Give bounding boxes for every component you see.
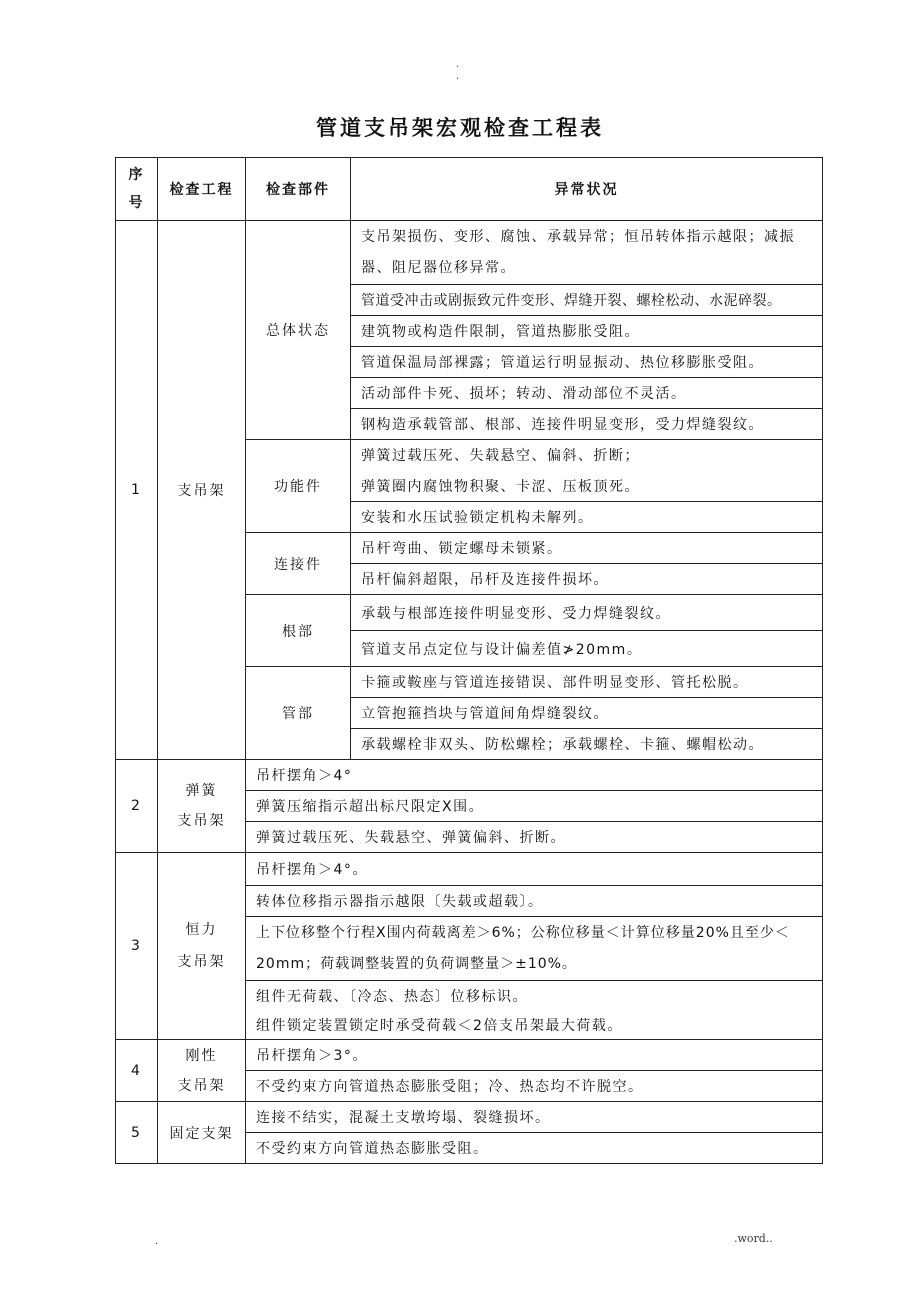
condition-cell: 建筑物或构造件限制，管道热膨胀受阻。 — [351, 316, 823, 347]
col-header-item: 检查工程 — [158, 158, 246, 221]
condition-cell: 管道保温局部裸露；管道运行明显振动、热位移膨胀受阻。 — [351, 347, 823, 378]
item-cell — [158, 853, 246, 1040]
condition-cell: 立管抱箍挡块与管道间角焊缝裂纹。 — [351, 698, 823, 729]
header-dot: . — [456, 59, 460, 70]
col-header-part: 检查部件 — [246, 158, 351, 221]
condition-cell: 吊杆摆角＞4°。 — [246, 853, 823, 886]
item-cell: 支吊架 — [158, 221, 246, 760]
item-cell: 固定支架 — [158, 1102, 246, 1164]
condition-cell: 吊杆摆角＞4° — [246, 760, 823, 791]
condition-cell: 弹簧过载压死、失载悬空、偏斜、折断； — [351, 440, 823, 471]
table-row — [116, 1102, 823, 1133]
footer-word: .word.. — [734, 1232, 773, 1245]
part-cell: 功能件 — [246, 440, 351, 533]
condition-cell: 不受约束方向管道热态膨胀受阻；冷、热态均不许脱空。 — [246, 1071, 823, 1102]
condition-cell: 吊杆偏斜超限，吊杆及连接件损坏。 — [351, 564, 823, 595]
table-header-row — [116, 158, 823, 221]
condition-cell: 弹簧圈内腐蚀物积聚、卡涩、压板顶死。 — [351, 471, 823, 502]
seq-cell: 1 — [116, 221, 158, 760]
part-cell: 根部 — [246, 595, 351, 667]
seq-cell: 4 — [116, 1040, 158, 1102]
table-row — [116, 853, 823, 886]
header-dot: . — [456, 71, 460, 82]
condition-cell: 承载与根部连接件明显变形、受力焊缝裂纹。 — [351, 595, 823, 631]
condition-cell: 管道支吊点定位与设计偏差值≯20mm。 — [351, 631, 823, 667]
item-line: 刚性 — [185, 1047, 218, 1064]
item-line: 支吊架 — [177, 1077, 226, 1094]
condition-cell: 组件锁定装置锁定时承受荷载＜2倍支吊架最大荷载。 — [246, 1012, 823, 1040]
condition-cell: 吊杆摆角＞3°。 — [246, 1040, 823, 1071]
part-cell: 管部 — [246, 667, 351, 760]
condition-cell: 弹簧压缩指示超出标尺限定X围。 — [246, 791, 823, 822]
condition-cell: 连接不结实，混凝土支墩垮塌、裂缝损坏。 — [246, 1102, 823, 1133]
condition-cell: 卡箍或鞍座与管道连接错误、部件明显变形、管托松脱。 — [351, 667, 823, 698]
item-line: 恒力 — [185, 922, 218, 938]
part-cell: 连接件 — [246, 533, 351, 595]
condition-cell: 弹簧过载压死、失载悬空、弹簧偏斜、折断。 — [246, 822, 823, 853]
seq-cell: 5 — [116, 1102, 158, 1164]
condition-cell: 安装和水压试验锁定机构未解列。 — [351, 502, 823, 533]
condition-cell: 上下位移整个行程X围内荷载离差＞6%；公称位移量＜计算位移量20%且至少＜20mm；荷载调整装置的负荷调整量＞±10%。 — [246, 917, 823, 981]
table-row — [116, 1040, 823, 1071]
table-row — [116, 221, 823, 285]
condition-cell: 转体位移指示器指示越限〔失载或超载〕。 — [246, 886, 823, 917]
seq-cell: 3 — [116, 853, 158, 1040]
footer-dot: . — [155, 1236, 159, 1247]
item-cell — [158, 1040, 246, 1102]
item-line: 支吊架 — [177, 813, 226, 829]
item-line: 弹簧 — [185, 783, 218, 799]
col-header-seq: 序号 — [116, 158, 158, 221]
inspection-table — [115, 157, 823, 1164]
condition-cell: 管道受冲击或剧振致元件变形、焊缝开裂、螺栓松动、水泥碎裂。 — [351, 285, 823, 316]
condition-cell: 吊杆弯曲、锁定螺母未锁紧。 — [351, 533, 823, 564]
condition-cell: 钢构造承载管部、根部、连接件明显变形，受力焊缝裂纹。 — [351, 409, 823, 440]
condition-cell: 组件无荷载、〔冷态、热态〕位移标识。 — [246, 981, 823, 1012]
condition-cell: 支吊架损伤、变形、腐蚀、承载异常；恒吊转体指示越限；减振器、阻尼器位移异常。 — [351, 221, 823, 285]
table-row — [116, 760, 823, 791]
seq-cell: 2 — [116, 760, 158, 853]
col-header-condition: 异常状况 — [351, 158, 823, 221]
part-cell: 总体状态 — [246, 221, 351, 440]
page-title: 管道支吊架宏观检查工程表 — [316, 116, 604, 140]
condition-cell: 承载螺栓非双头、防松螺栓；承载螺栓、卡箍、螺帽松动。 — [351, 729, 823, 760]
condition-cell: 不受约束方向管道热态膨胀受阻。 — [246, 1133, 823, 1164]
item-line: 支吊架 — [177, 954, 226, 970]
item-cell — [158, 760, 246, 853]
condition-cell: 活动部件卡死、损坏；转动、滑动部位不灵活。 — [351, 378, 823, 409]
